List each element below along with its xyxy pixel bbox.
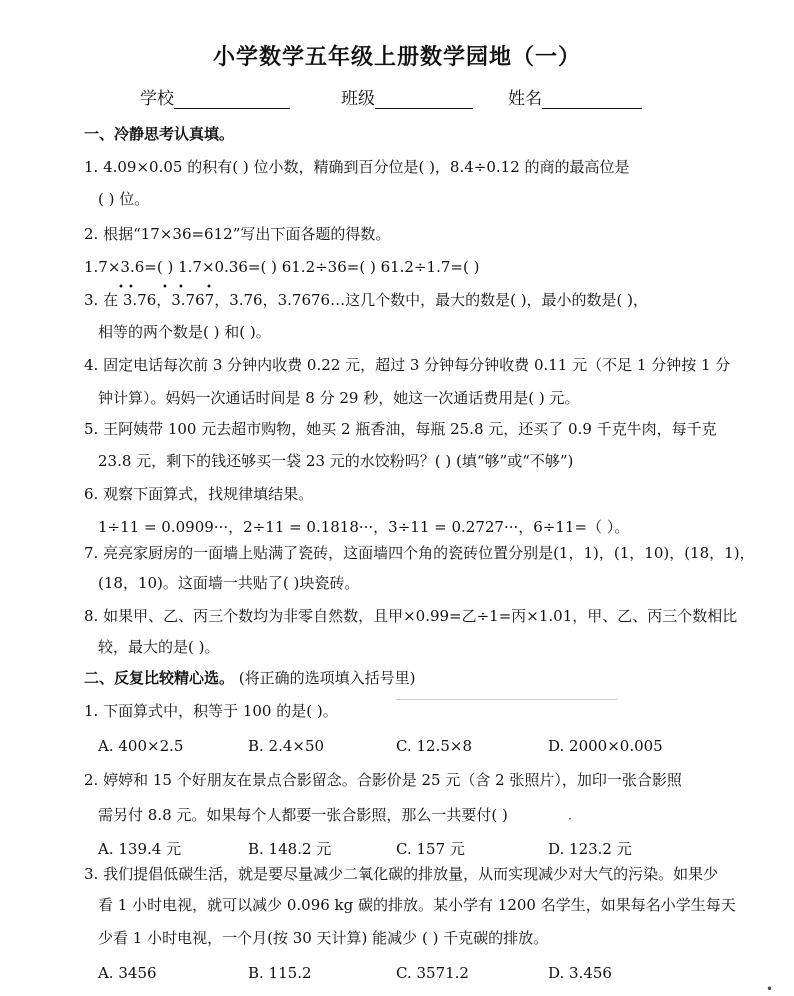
q7-line1: 7. 亮亮家厨房的一面墙上贴满了瓷砖，这面墙四个角的瓷砖位置分别是(1，1)，(1，10)，(18，1)， (84, 544, 755, 562)
s2-q3-option-b: B. 115.2 (248, 964, 312, 982)
s2-q2-line2: 需另付 8.8 元。如果每个人都要一张合影照，那么一共要付( ) (98, 806, 508, 824)
name-blank[interactable] (542, 90, 642, 109)
divider (396, 699, 618, 700)
s2-q3-option-c: C. 3571.2 (396, 964, 469, 982)
s2-q1-option-a: A. 400×2.5 (98, 737, 184, 755)
repeat-dot: • (118, 282, 124, 293)
q1-line2: ( ) 位。 (98, 190, 150, 208)
s2-q3-line1: 3. 我们提倡低碳生活，就是要尽量减少二氧化碳的排放量，从而实现减少对大气的污染。如果少 (84, 865, 719, 883)
repeat-dot: • (206, 282, 212, 293)
school-blank[interactable] (174, 90, 290, 109)
s2-q2-option-d: D. 123.2 元 (548, 840, 632, 858)
section2-note: (将正确的选项填入括号里) (238, 669, 416, 687)
q2-line2: 1.7×3.6=( ) 1.7×0.36=( ) 61.2÷36=( ) 61.2÷1.7=( ) (84, 258, 480, 276)
school-field (140, 89, 290, 109)
name-label: 姓名 (508, 89, 542, 109)
q3-line2: 相等的两个数是( ) 和( )。 (98, 323, 271, 341)
s2-q3-option-a: A. 3456 (98, 964, 157, 982)
s2-q2-option-b: B. 148.2 元 (248, 840, 332, 858)
s2-q2-option-c: C. 157 元 (396, 840, 465, 858)
s2-q2-line1: 2. 婷婷和 15 个好朋友在景点合影留念。合影价是 25 元（含 2 张照片），加印一张合影照 (84, 771, 682, 789)
s2-q3-line3: 少看 1 小时电视，一个月(按 30 天计算) 能减少 ( ) 千克碳的排放。 (98, 929, 549, 947)
q8-line2: 较，最大的是( )。 (98, 638, 220, 656)
s2-q1-option-d: D. 2000×0.005 (548, 737, 663, 755)
q5-line1: 5. 王阿姨带 100 元去超市购物，她买 2 瓶香油，每瓶 25.8 元，还买了 0.9 千克牛肉，每千克 (84, 420, 717, 438)
corner-mark: • (766, 982, 774, 996)
repeat-dot: • (178, 282, 184, 293)
section2-heading: 二、反复比较精心选。 (84, 669, 235, 687)
q3-line1: 3. 在 3.76，3.767，3.76，3.7676…这几个数中，最大的数是( )，最小的数是( )， (84, 291, 649, 309)
q8-line1: 8. 如果甲、乙、丙三个数均为非零自然数，且甲×0.99=乙÷1=丙×1.01，甲、乙、丙三个数相比 (84, 607, 738, 625)
name-field (508, 89, 642, 109)
class-label: 班级 (341, 89, 375, 109)
q1-line1: 1. 4.09×0.05 的积有( ) 位小数，精确到百分位是( )，8.4÷0.12 的商的最高位是 (84, 158, 630, 176)
class-field (341, 89, 473, 109)
section2-heading-row (84, 668, 416, 688)
s2-q1-line1: 1. 下面算式中，积等于 100 的是( )。 (84, 702, 338, 720)
section1-heading: 一、冷静思考认真填。 (84, 125, 235, 143)
s2-q3-option-d: D. 3.456 (548, 964, 612, 982)
q5-line2: 23.8 元，剩下的钱还够买一袋 23 元的水饺粉吗？( ) (填“够”或“不够”) (98, 452, 574, 470)
s2-q3-line2: 看 1 小时电视，就可以减少 0.096 kg 碳的排放。某小学有 1200 名学生，如果每名小学生每天 (98, 896, 736, 914)
class-blank[interactable] (375, 90, 473, 109)
school-label: 学校 (140, 89, 174, 109)
s2-q1-option-c: C. 12.5×8 (396, 737, 472, 755)
q2-line1: 2. 根据“17×36=612”写出下面各题的得数。 (84, 225, 391, 243)
q6-line1: 6. 观察下面算式，找规律填结果。 (84, 485, 314, 503)
worksheet-title: 小学数学五年级上册数学园地（一） (212, 44, 581, 70)
stray-mark: · (568, 812, 572, 826)
q6-line2: 1÷11 = 0.0909···，2÷11 = 0.1818···，3÷11 = 0.2727···，6÷11=（ ）。 (98, 518, 630, 536)
q4-line2: 钟计算）。妈妈一次通话时间是 8 分 29 秒，她这一次通话费用是( ) 元。 (98, 389, 580, 407)
s2-q1-option-b: B. 2.4×50 (248, 737, 325, 755)
repeat-dot: • (128, 282, 134, 293)
q4-line1: 4. 固定电话每次前 3 分钟内收费 0.22 元，超过 3 分钟每分钟收费 0.11 元（不足 1 分钟按 1 分 (84, 356, 731, 374)
repeat-dot: • (162, 282, 168, 293)
q7-line2: (18，10)。这面墙一共贴了( )块瓷砖。 (98, 574, 360, 592)
s2-q2-option-a: A. 139.4 元 (98, 840, 182, 858)
